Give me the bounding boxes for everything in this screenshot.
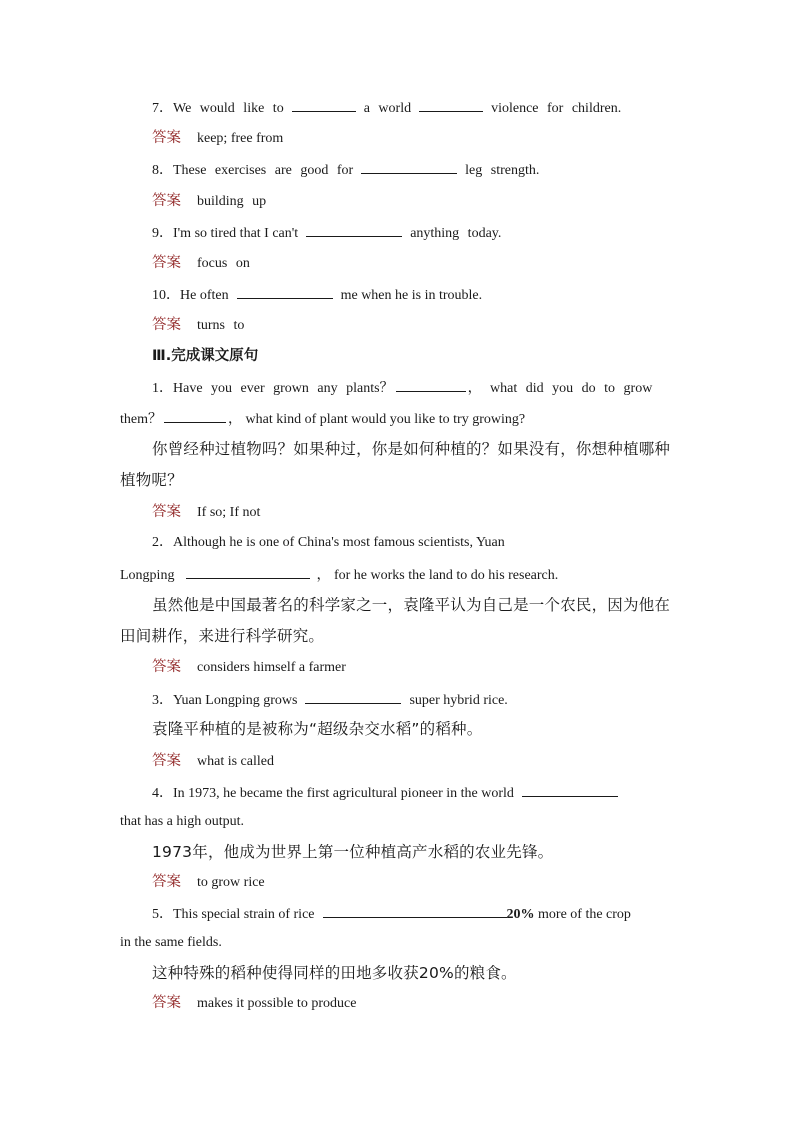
sentence-text: In 1973, he became the first agricultural pioneer in the world — [173, 786, 514, 801]
sentence-4-line-1 — [152, 783, 675, 803]
sentence-1-line-2 — [120, 409, 675, 429]
percent-value: 20% — [506, 907, 535, 922]
fill-blank[interactable] — [292, 98, 356, 112]
answer-label: 答案 — [152, 504, 181, 520]
answer-text: what is called — [197, 754, 274, 769]
answer-label: 答案 — [152, 659, 181, 675]
answer-label: 答案 — [152, 130, 181, 146]
sentence-3 — [152, 690, 675, 710]
sentence-text: more of the crop — [538, 907, 631, 922]
answer-label: 答案 — [152, 874, 181, 890]
sentence-text: super hybrid rice. — [409, 693, 508, 708]
answer-text: considers himself a farmer — [197, 660, 346, 675]
question-10 — [152, 285, 675, 305]
fill-blank[interactable] — [522, 783, 618, 797]
answer-s4 — [152, 873, 675, 892]
question-text: violence for children. — [491, 101, 622, 116]
sentence-4-line-2: that has a high output. — [120, 814, 245, 829]
answer-s1 — [152, 503, 675, 522]
fill-blank[interactable] — [419, 98, 483, 112]
question-text: These exercises are good for — [173, 163, 354, 178]
translation-line: 虽然他是中国最著名的科学家之一，袁隆平认为自己是一个农民，因为他在 — [152, 596, 671, 614]
answer-label: 答案 — [152, 753, 181, 769]
sentence-text: ， for he works the land to do his research. — [316, 568, 559, 583]
sentence-5-line-2: in the same fields. — [120, 935, 222, 950]
answer-s3 — [152, 752, 675, 771]
sentence-text: them？ — [120, 412, 162, 427]
question-text: I'm so tired that I can't — [173, 226, 299, 241]
answer-label: 答案 — [152, 255, 181, 271]
translation-line: 1973年，他成为世界上第一位种植高产水稻的农业先锋。 — [152, 843, 554, 861]
question-text: me when he is in trouble. — [340, 288, 483, 303]
sentence-number: 1． — [152, 381, 173, 396]
answer-text: to grow rice — [197, 875, 265, 890]
translation-line: 田间耕作，来进行科学研究。 — [120, 627, 325, 645]
answer-8 — [152, 192, 675, 211]
answer-text: If so; If not — [197, 505, 261, 520]
translation-line: 你曾经种过植物吗？如果种过，你是如何种植的？如果没有，你想种植哪种 — [152, 440, 671, 458]
answer-text: keep; free from — [197, 131, 284, 146]
sentence-1-line-1 — [152, 378, 675, 398]
fill-blank[interactable] — [361, 160, 457, 174]
sentence-text: Although he is one of China's most famous scientists, Yuan — [173, 535, 505, 550]
sentence-text: Have you ever grown any plants？ — [173, 381, 394, 396]
answer-text: turns to — [197, 318, 245, 333]
sentence-number: 5． — [152, 907, 173, 922]
section-title: Ⅲ.完成课文原句 — [152, 348, 259, 364]
answer-7 — [152, 129, 675, 148]
question-number: 8． — [152, 163, 173, 178]
answer-s2 — [152, 658, 675, 677]
sentence-5-line-1 — [152, 904, 675, 924]
question-number: 7． — [152, 101, 173, 116]
sentence-text: ， what kind of plant would you like to try growing? — [228, 412, 526, 427]
sentence-number: 4． — [152, 786, 173, 801]
answer-label: 答案 — [152, 193, 181, 209]
answer-text: focus on — [197, 256, 250, 271]
question-text: a world — [363, 101, 412, 116]
answer-text: makes it possible to produce — [197, 996, 357, 1011]
fill-blank[interactable] — [306, 223, 402, 237]
sentence-text: Longping — [120, 568, 175, 583]
answer-10 — [152, 316, 675, 335]
translation-line: 这种特殊的稻种使得同样的田地多收获20%的粮食。 — [152, 964, 517, 982]
translation-line: 植物呢？ — [120, 471, 183, 489]
fill-blank[interactable] — [164, 409, 226, 423]
fill-blank[interactable] — [396, 378, 466, 392]
question-text: anything today. — [410, 226, 502, 241]
sentence-2-line-1 — [152, 534, 675, 552]
sentence-2-line-2 — [120, 565, 675, 585]
answer-label: 答案 — [152, 317, 181, 333]
answer-text: building up — [197, 194, 267, 209]
answer-9 — [152, 254, 675, 273]
sentence-number: 3． — [152, 693, 173, 708]
question-text: We would like to — [173, 101, 284, 116]
sentence-text: ， what did you do to grow — [467, 381, 653, 396]
question-9 — [152, 223, 675, 243]
question-text: leg strength. — [465, 163, 540, 178]
answer-s5 — [152, 994, 675, 1013]
question-number: 9． — [152, 226, 173, 241]
question-8 — [152, 160, 675, 180]
fill-blank[interactable] — [186, 565, 310, 579]
question-7 — [152, 98, 675, 118]
answer-label: 答案 — [152, 995, 181, 1011]
fill-blank[interactable] — [237, 285, 333, 299]
sentence-number: 2． — [152, 535, 173, 550]
fill-blank[interactable] — [323, 904, 507, 918]
fill-blank[interactable] — [305, 690, 401, 704]
question-number: 10． — [152, 288, 180, 303]
translation-line: 袁隆平种植的是被称为“超级杂交水稻”的稻种。 — [152, 720, 483, 738]
sentence-text: This special strain of rice — [173, 907, 315, 922]
question-text: He often — [180, 288, 229, 303]
sentence-text: Yuan Longping grows — [173, 693, 298, 708]
